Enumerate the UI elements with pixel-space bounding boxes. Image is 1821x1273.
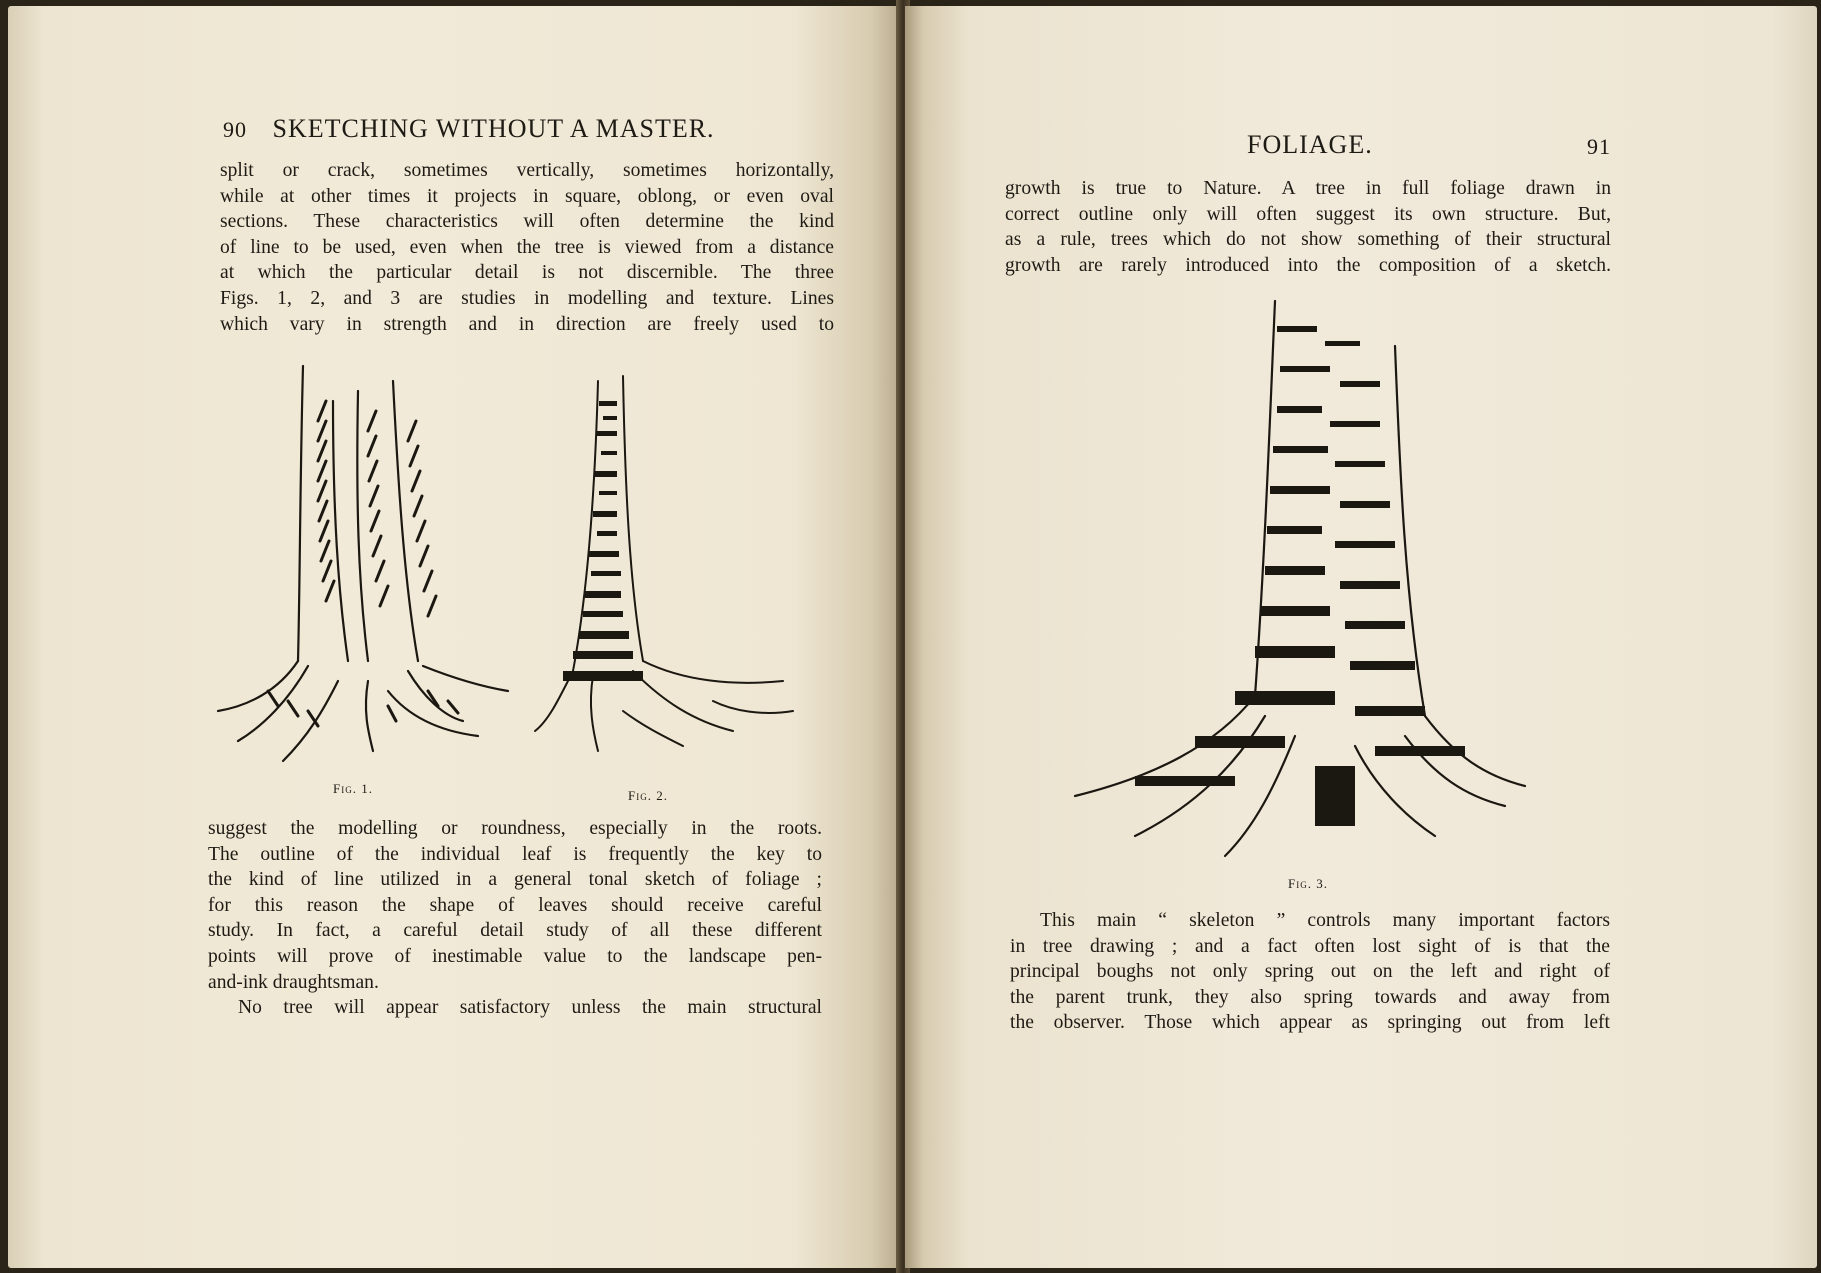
text-line: which vary in strength and in direction are freely used to	[220, 313, 834, 335]
right-title: FOLIAGE.	[1247, 130, 1373, 159]
left-page	[8, 6, 898, 1268]
left-title: SKETCHING WITHOUT A MASTER.	[272, 114, 715, 143]
text-line: study. In fact, a careful detail study of all these different	[208, 920, 822, 942]
text-line: while at other times it projects in square, oblong, or even oval	[220, 185, 834, 207]
text-line: in tree drawing ; and a fact often lost sight of is that the	[1010, 935, 1610, 957]
text-line: at which the particular detail is not discernible. The three	[220, 262, 834, 284]
right-paragraph-1	[1005, 176, 1611, 278]
text-line: Figs. 1, 2, and 3 are studies in modelling and texture. Lines	[220, 287, 834, 309]
fig1-caption: Fig. 1.	[333, 781, 373, 796]
left-page-number: 90	[223, 117, 247, 142]
text-line: No tree will appear satisfactory unless the main structural	[238, 997, 822, 1019]
text-line: growth are rarely introduced into the composition of a sketch.	[1005, 254, 1611, 276]
fig2-caption: Fig. 2.	[628, 788, 668, 803]
text-line: sections. These characteristics will often determine the kind	[220, 211, 834, 233]
right-page	[905, 6, 1817, 1268]
text-line: This main “ skeleton ” controls many important factors	[1040, 910, 1610, 931]
text-line: as a rule, trees which do not show something of their structural	[1005, 229, 1611, 251]
text-line: of line to be used, even when the tree is viewed from a distance	[220, 236, 834, 258]
left-paragraph-2	[208, 816, 822, 1021]
text-line: split or crack, sometimes vertically, sometimes horizontally,	[220, 160, 834, 181]
text-line: The outline of the individual leaf is frequently the key to	[208, 843, 822, 865]
text-line: for this reason the shape of leaves should receive careful	[208, 894, 822, 916]
left-running-head	[223, 114, 715, 144]
right-page-number: 91	[1587, 134, 1611, 159]
right-paragraph-2	[1010, 908, 1610, 1036]
fig2-tree-illustration	[533, 371, 823, 771]
fig3-caption: Fig. 3.	[1288, 876, 1328, 891]
text-line: suggest the modelling or roundness, especially in the roots.	[208, 818, 822, 839]
text-line: growth is true to Nature. A tree in full foliage drawn in	[1005, 178, 1611, 199]
text-line: points will prove of inestimable value to the landscape pen-	[208, 945, 822, 967]
text-line: principal boughs not only spring out on the left and right of	[1010, 961, 1610, 983]
text-line: and-ink draughtsman.	[208, 971, 379, 993]
fig1-tree-illustration	[208, 361, 528, 781]
text-line: the parent trunk, they also spring towards and away from	[1010, 986, 1610, 1008]
text-line: correct outline only will often suggest its own structure. But,	[1005, 203, 1611, 225]
text-line: the kind of line utilized in a general tonal sketch of foliage ;	[208, 869, 822, 891]
left-paragraph-1	[220, 158, 834, 337]
text-line: the observer. Those which appear as springing out from left	[1010, 1012, 1610, 1034]
fig3-tree-illustration	[1055, 296, 1535, 876]
